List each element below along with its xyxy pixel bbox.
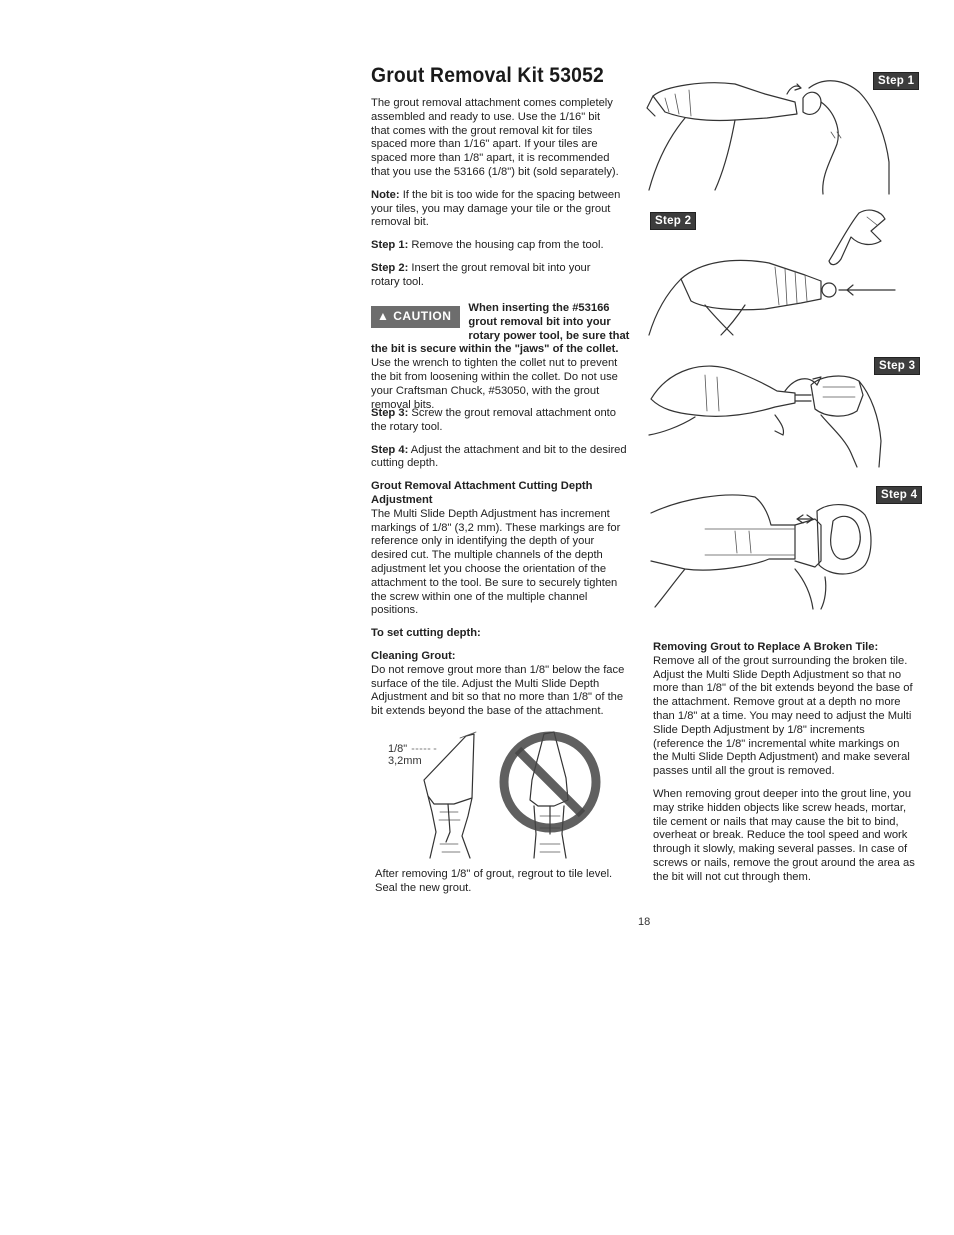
set-depth-heading: To set cutting depth:: [371, 627, 481, 640]
step1-paragraph: [371, 239, 621, 253]
left-column-lower: [371, 407, 631, 719]
cleaning-heading: Cleaning Grout:: [371, 649, 456, 662]
step2-badge: Step 2: [650, 212, 696, 230]
depth-label-inch: 1/8": [388, 743, 408, 755]
step1-label: Step 1:: [371, 239, 409, 252]
note-paragraph: [371, 189, 621, 230]
step1-badge: Step 1: [873, 72, 919, 90]
removing-heading: Removing Grout to Replace A Broken Tile:: [653, 641, 879, 653]
step4-illustration: [645, 485, 875, 613]
step3-badge: Step 3: [874, 357, 920, 375]
step3-label: Step 3:: [371, 407, 409, 419]
removing-paragraph-2: When removing grout deeper into the grout line, you may strike hidden objects like screw heads, mortar, tile cement or nails that may cause the bit to bind, overheat or break. Reduce the tool speed and work through it slowly, making several passes. In case of screws or nails, remove the grout around the area as the bit will not cut through them.: [653, 787, 915, 883]
depth-heading: Grout Removal Attachment Cutting Depth Adjustment: [371, 480, 593, 506]
step4-badge: Step 4: [876, 486, 922, 504]
step2-label: Step 2:: [371, 261, 409, 274]
step1-illustration: [645, 72, 895, 197]
step3-illustration: [645, 355, 885, 470]
depth-label-mm: 3,2mm: [388, 755, 422, 767]
step2-text: Insert the grout removal bit into your rotary tool.: [371, 261, 591, 288]
caution-block: [371, 302, 631, 412]
caution-text: Use the wrench to tighten the collet nut to prevent the bit from loosening within the collet. Do not use your Craftsman Chuck, #53050, with the grout removal bits.: [371, 357, 618, 411]
step3-paragraph: [371, 407, 631, 435]
step4-paragraph: [371, 444, 631, 472]
cleaning-paragraph: Do not remove grout more than 1/8" below the face surface of the tile. Adjust the Multi Slide Depth Adjustment and bit so that no more than 1/8" of the bit extends beyond the base of the attachment.: [371, 663, 625, 718]
page-number: 18: [638, 916, 651, 928]
step4-text: Adjust the attachment and bit to the desired cutting depth.: [371, 443, 627, 470]
caution-label: CAUTION: [393, 309, 452, 323]
warning-triangle-icon: ▲: [377, 309, 390, 323]
left-column: [371, 97, 621, 290]
after-paragraph: After removing 1/8" of grout, regrout to tile level. Seal the new grout.: [375, 868, 613, 894]
prohibited-depth-illustration: [504, 732, 596, 858]
note-label: Note:: [371, 188, 400, 201]
note-text: If the bit is too wide for the spacing between your tiles, you may damage your tile or the grout removal bit.: [371, 188, 621, 229]
depth-diagram: [384, 712, 634, 864]
intro-paragraph: The grout removal attachment comes completely assembled and ready to use. Use the 1/16" bit that comes with the grout removal kit for tiles spaced more than 1/16" apart. If your tiles are spaced more than 1/8" apart, it is recommended that you use the 53166 (1/8") bit (sold separately).: [371, 97, 619, 178]
step4-label: Step 4:: [371, 443, 409, 456]
collet-nut: [822, 283, 836, 297]
removing-paragraph: Remove all of the grout surrounding the broken tile. Adjust the Multi Slide Depth Adjustment so that no more than 1/8" of the bit extends beyond the base of the attachment. Remove grout at a depth no more than 1/8" at a time. You may need to adjust the Multi Slide Depth Adjustment by 1/8" increments (reference the 1/8" incremental white markings on the Multi Slide Depth Adjustment) and make several passes until all the grout is removed.: [653, 654, 913, 778]
page-title: Grout Removal Kit 53052: [371, 64, 604, 87]
step2-illustration: [645, 205, 900, 345]
depth-paragraph: The Multi Slide Depth Adjustment has increment markings of 1/8" (3,2 mm). These markings are for reference only in identifying the depth of your desired cut. The multiple channels of the depth adjustment let you choose the orientation of the attachment to the tool. Be sure to securely tighten the screw within one of the multiple channel positions.: [371, 507, 621, 617]
caution-bold-text: When inserting the #53166 grout removal bit into your rotary power tool, be sure that the bit is secure within the "jaws" of the collet.: [371, 302, 630, 356]
correct-depth-illustration: [388, 732, 476, 858]
step3-text: Screw the grout removal attachment onto the rotary tool.: [371, 407, 617, 433]
caution-badge: [371, 306, 460, 328]
step2-paragraph: [371, 262, 621, 290]
wrench-icon: [829, 210, 885, 265]
right-column: [653, 641, 915, 885]
step1-text: Remove the housing cap from the tool.: [408, 239, 604, 252]
